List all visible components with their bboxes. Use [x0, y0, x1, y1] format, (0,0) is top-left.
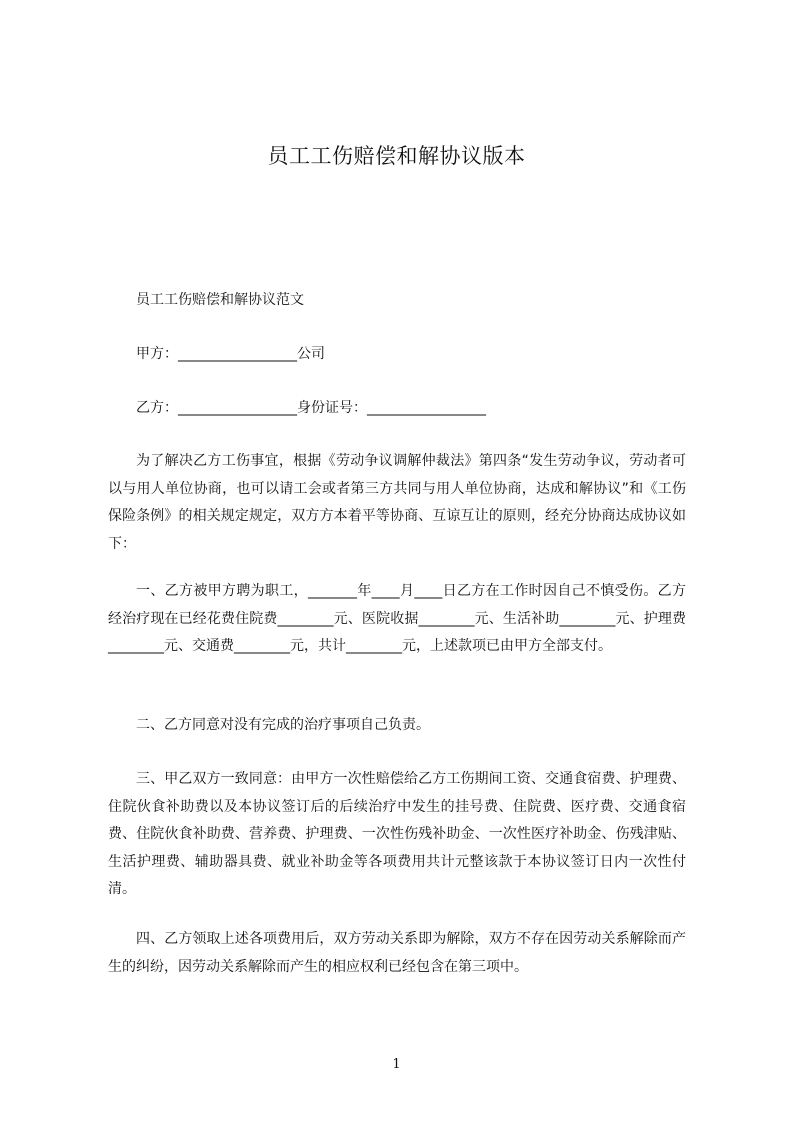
party-a-line: 甲方：_________________公司	[136, 346, 325, 362]
clause-two-paragraph: 二、乙方同意对没有完成的治疗事项自己负责。	[136, 717, 430, 733]
clause-one-paragraph: 一、乙方被甲方聘为职工，_______年____月____日乙方在工作时因自己不慎受伤。乙方经治疗现在已经花费住院费________元、医院收据________元、生活补助________元、护理费________元、交通费________元，共计________元，上述款项已由甲方全部支付。	[108, 583, 686, 654]
clause-four-paragraph: 四、乙方领取上述各项费用后，双方劳动关系即为解除，双方不存在因劳动关系解除而产生的纠纷，因劳动关系解除而产生的相应权利已经包含在第三项中。	[108, 931, 686, 975]
party-b-line: 乙方：_________________身份证号：_________________	[136, 400, 486, 416]
clause-three-paragraph: 三、甲乙双方一致同意：由甲方一次性赔偿给乙方工伤期间工资、交通食宿费、护理费、住院伙食补助费以及本协议签订后的后续治疗中发生的挂号费、住院费、医疗费、交通食宿费、住院伙食补助费、营养费、护理费、一次性伤残补助金、一次性医疗补助金、伤残津贴、生活护理费、辅助器具费、就业补助金等各项费用共计元整该款于本协议签订日内一次性付清。	[108, 771, 686, 897]
document-title: 员工工伤赔偿和解协议版本	[267, 144, 526, 168]
document-subtitle: 员工工伤赔偿和解协议范文	[136, 292, 304, 308]
page-number: 1	[392, 1057, 401, 1072]
intro-paragraph: 为了解决乙方工伤事宜，根据《劳动争议调解仲裁法》第四条“发生劳动争议，劳动者可以与用人单位协商，也可以请工会或者第三方共同与用人单位协商，达成和解协议”和《工伤保险条例》的相关规定规定，双方方本着平等协商、互谅互让的原则，经充分协商达成协议如下：	[108, 453, 686, 552]
